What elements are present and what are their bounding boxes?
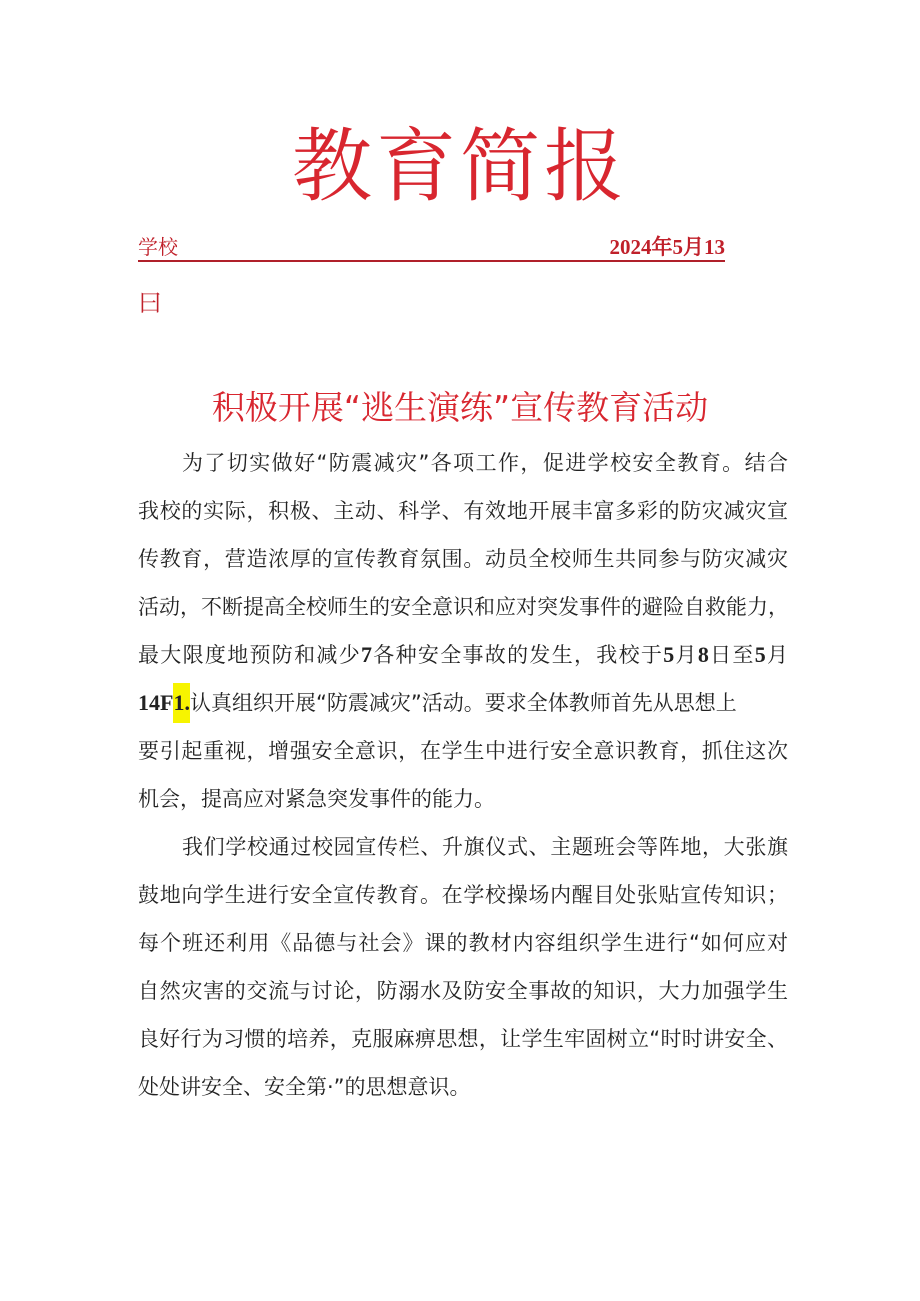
paragraph-line: 处处讲安全、安全第·”的思想意识。	[138, 1075, 471, 1099]
paragraph-line: 活动，不断提高全校师生的安全意识和应对突发事件的避险自救能力，	[138, 595, 789, 619]
text-run: 最大限度地预防和减少	[138, 643, 361, 667]
paragraph-line: 自然灾害的交流与讨论，防溺水及防安全事故的知识，大力加强学生	[138, 979, 788, 1003]
paragraph-line: 良好行为习惯的培养，克服麻痹思想，让学生牢固树立“时时讲安全、	[138, 1027, 788, 1051]
paragraph-line: 我校的实际，积极、主动、科学、有效地开展丰富多彩的防灾减灾宣	[138, 499, 788, 523]
issue-date: 2024年5月13	[609, 235, 725, 259]
text-run: 月	[765, 643, 789, 667]
newsletter-title: 教育简报	[292, 120, 628, 213]
school-label: 学校	[138, 235, 178, 259]
paragraph-2	[138, 823, 788, 1111]
paragraph-line: 每个班还利用《品德与社会》课的教材内容组织学生进行“如何应对	[138, 931, 788, 955]
paragraph-line: 机会，提高应对紧急突发事件的能力。	[138, 787, 495, 811]
issue-date-tail: 曰	[138, 289, 162, 317]
article-headline: 积极开展“逃生演练”宣传教育活动	[211, 388, 709, 427]
text-run: 日至	[708, 643, 755, 667]
paragraph-line	[138, 679, 788, 727]
number-run: 7	[361, 642, 372, 667]
text-run: 认真组织开展“防震减灾”活动。要求全体教师首先从思想上	[189, 691, 737, 715]
paragraph-line	[138, 631, 788, 679]
number-run: 5	[754, 642, 766, 667]
paragraph-1	[138, 439, 788, 823]
highlighted-text: 1.	[173, 683, 190, 723]
number-run: 14F	[138, 690, 174, 715]
text-run: 各种安全事故的发生，我校于	[372, 643, 664, 667]
paragraph-line: 我们学校通过校园宣传栏、升旗仪式、主题班会等阵地，大张旗	[182, 835, 788, 859]
number-run: 8	[697, 642, 709, 667]
paragraph-line: 传教育，营造浓厚的宣传教育氛围。动员全校师生共同参与防灾减灾	[138, 547, 788, 571]
text-run: 月	[674, 643, 698, 667]
paragraph-line: 要引起重视，增强安全意识，在学生中进行安全意识教育，抓住这次	[138, 739, 788, 763]
info-line	[138, 234, 725, 262]
paragraph-line: 鼓地向学生进行安全宣传教育。在学校操场内醒目处张贴宣传知识；	[138, 883, 788, 907]
paragraph-line: 为了切实做好“防震减灾”各项工作，促进学校安全教育。结合	[182, 451, 788, 475]
number-run: 5	[663, 642, 675, 667]
